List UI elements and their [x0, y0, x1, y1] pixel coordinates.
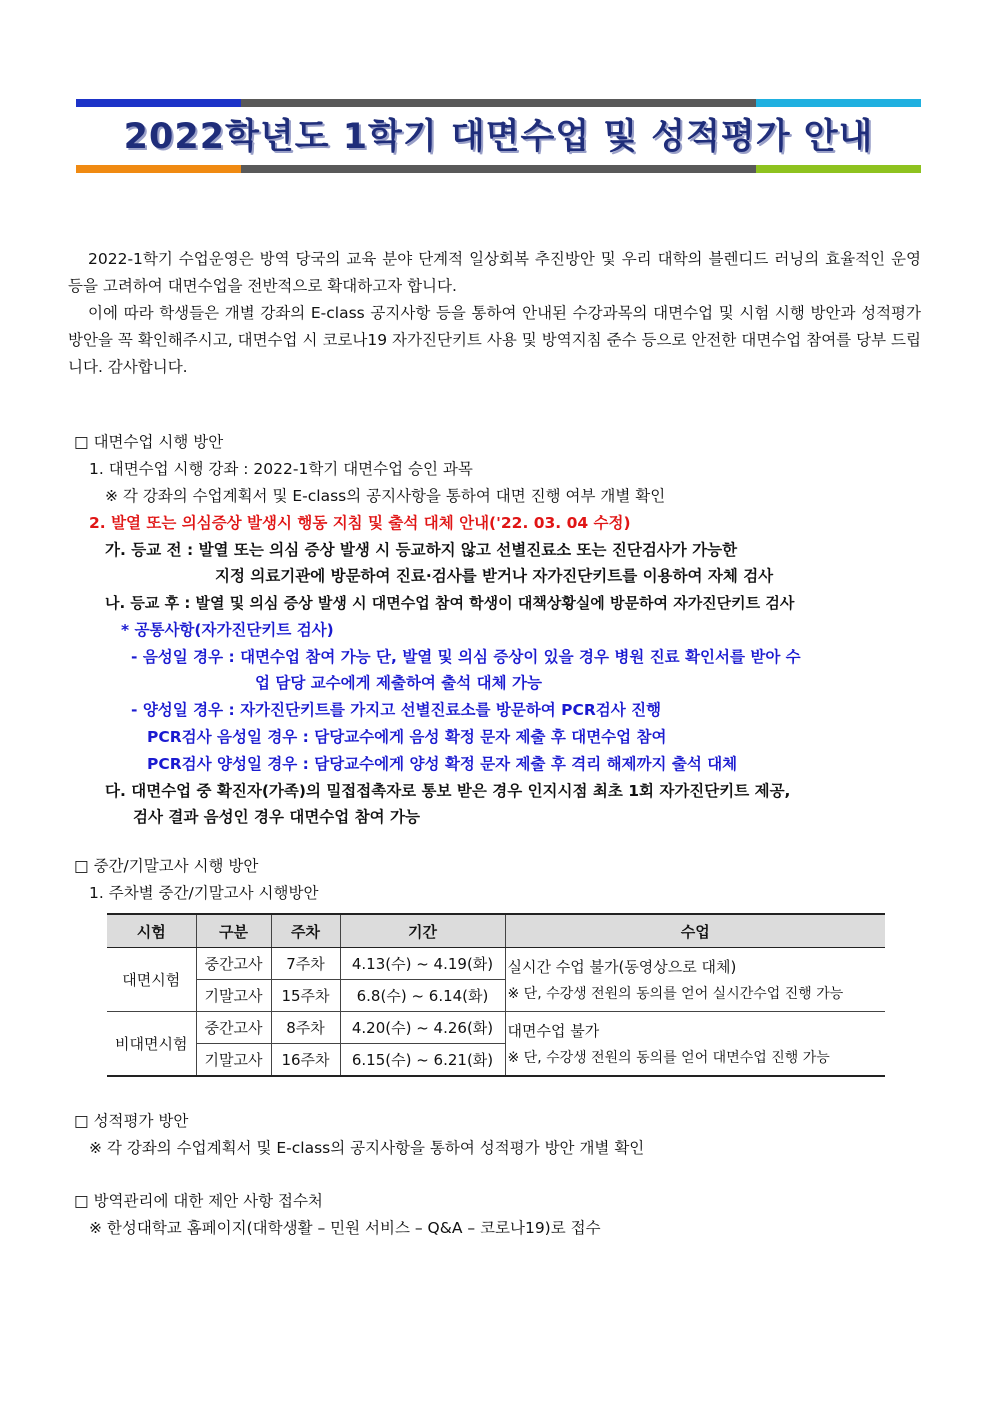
col-header-kind: 구분 — [196, 914, 271, 948]
exam-schedule-table — [107, 913, 885, 1077]
section4-note: ※ 한성대학교 홈페이지(대학생활 – 민원 서비스 – Q&A – 코로나19)로 접수 — [89, 1219, 601, 1237]
close-contact-2: 검사 결과 음성인 경우 대면수업 참여 가능 — [133, 808, 420, 826]
intro-text — [68, 246, 921, 381]
col-header-exam: 시험 — [107, 914, 196, 948]
exam-kind-cell: 중간고사 — [196, 948, 271, 980]
exam-kind-cell: 중간고사 — [196, 1012, 271, 1044]
section1-item2: 2. 발열 또는 의심증상 발생시 행동 지침 및 출석 대체 안내('22. 03. 04 수정) — [89, 514, 631, 532]
intro-paragraph-1: 2022-1학기 수업운영은 방역 당국의 교육 분야 단계적 일상회복 추진방안 및 우리 대학의 블렌디드 러닝의 효율적인 운영 등을 고려하여 대면수업을 전반적으로 확대하고자 합니다. — [68, 250, 921, 295]
exam-period-cell: 4.13(수) ~ 4.19(화) — [340, 948, 505, 980]
section1-item1: 1. 대면수업 시행 강좌 : 2022-1학기 대면수업 승인 과목 — [89, 460, 473, 478]
table-row — [107, 1012, 885, 1044]
common-notice: * 공통사항(자가진단키트 검사) — [121, 621, 334, 639]
guide-before-school-1: 가. 등교 전 : 발열 또는 의심 증상 발생 시 등교하지 않고 선별진료소 또는 진단검사가 가능한 — [105, 541, 738, 559]
exam-type-cell: 비대면시험 — [107, 1012, 196, 1077]
class-policy-note: ※ 단, 수강생 전원의 동의를 얻어 대면수업 진행 가능 — [507, 1050, 830, 1066]
exam-week-cell: 8주차 — [271, 1012, 340, 1044]
section3-heading: □ 성적평가 방안 — [74, 1112, 189, 1130]
footer-bar-orange — [76, 165, 241, 173]
section1-note1: ※ 각 강좌의 수업계획서 및 E-class의 공지사항을 통하여 대면 진행 여부 개별 확인 — [105, 487, 666, 505]
guide-after-school: 나. 등교 후 : 발열 및 의심 증상 발생 시 대면수업 참여 학생이 대책상황실에 방문하여 자가진단키트 검사 — [105, 594, 795, 612]
table-row — [107, 948, 885, 980]
exam-week-cell: 15주차 — [271, 980, 340, 1012]
section2-item1: 1. 주차별 중간/기말고사 시행방안 — [89, 884, 319, 902]
col-header-period: 기간 — [340, 914, 505, 948]
class-policy-main: 대면수업 불가 — [507, 1022, 600, 1040]
class-policy-cell — [505, 948, 885, 1012]
exam-week-cell: 16주차 — [271, 1044, 340, 1077]
exam-period-cell: 4.20(수) ~ 4.26(화) — [340, 1012, 505, 1044]
header-bar-blue — [76, 99, 241, 107]
exam-kind-cell: 기말고사 — [196, 1044, 271, 1077]
section4-heading: □ 방역관리에 대한 제안 사항 접수처 — [74, 1192, 323, 1210]
class-policy-cell — [505, 1012, 885, 1077]
footer-bar-green — [756, 165, 921, 173]
table-header-row — [107, 914, 885, 948]
exam-week-cell: 7주차 — [271, 948, 340, 980]
intro-paragraph-2: 이에 따라 학생들은 개별 강좌의 E-class 공지사항 등을 통하여 안내된 수강과목의 대면수업 및 시험 시행 방안과 성적평가 방안을 꼭 확인해주시고, 대면수업 시 코로나19 자가진단키트 사용 및 방역지침 준수 등으로 안전한 대면수업 참여를 당부 드립니다. 감사합니다. — [68, 304, 921, 376]
col-header-week: 주차 — [271, 914, 340, 948]
negative-case-1: - 음성일 경우 : 대면수업 참여 가능 단, 발열 및 의심 증상이 있을 경우 병원 진료 확인서를 받아 수 — [131, 648, 801, 666]
col-header-class: 수업 — [505, 914, 885, 948]
positive-case-1: - 양성일 경우 : 자가진단키트를 가지고 선별진료소를 방문하여 PCR검사 진행 — [131, 701, 662, 719]
section2-heading: □ 중간/기말고사 시행 방안 — [74, 857, 259, 875]
header-bar-gray-top — [241, 99, 756, 107]
exam-type-cell: 대면시험 — [107, 948, 196, 1012]
negative-case-2: 업 담당 교수에게 제출하여 출석 대체 가능 — [255, 674, 542, 692]
section1-heading: □ 대면수업 시행 방안 — [74, 433, 224, 451]
class-policy-main: 실시간 수업 불가(동영상으로 대체) — [507, 958, 737, 976]
page-title: 2022학년도 1학기 대면수업 및 성적평가 안내 — [123, 117, 874, 157]
section3-note: ※ 각 강좌의 수업계획서 및 E-class의 공지사항을 통하여 성적평가 방안 개별 확인 — [89, 1139, 645, 1157]
close-contact-1: 다. 대면수업 중 확진자(가족)의 밀접접촉자로 통보 받은 경우 인지시점 최초 1회 자가진단키트 제공, — [105, 782, 791, 800]
class-policy-note: ※ 단, 수강생 전원의 동의를 얻어 실시간수업 진행 가능 — [507, 986, 844, 1002]
exam-period-cell: 6.8(수) ~ 6.14(화) — [340, 980, 505, 1012]
exam-period-cell: 6.15(수) ~ 6.21(화) — [340, 1044, 505, 1077]
pcr-positive: PCR검사 양성일 경우 : 담당교수에게 양성 확정 문자 제출 후 격리 해제까지 출석 대체 — [147, 755, 738, 773]
footer-bar-gray — [241, 165, 756, 173]
header-bar-cyan — [756, 99, 921, 107]
pcr-negative: PCR검사 음성일 경우 : 담당교수에게 음성 확정 문자 제출 후 대면수업 참여 — [147, 728, 667, 746]
exam-kind-cell: 기말고사 — [196, 980, 271, 1012]
guide-before-school-2: 지정 의료기관에 방문하여 진료·검사를 받거나 자가진단키트를 이용하여 자체 검사 — [215, 567, 774, 585]
